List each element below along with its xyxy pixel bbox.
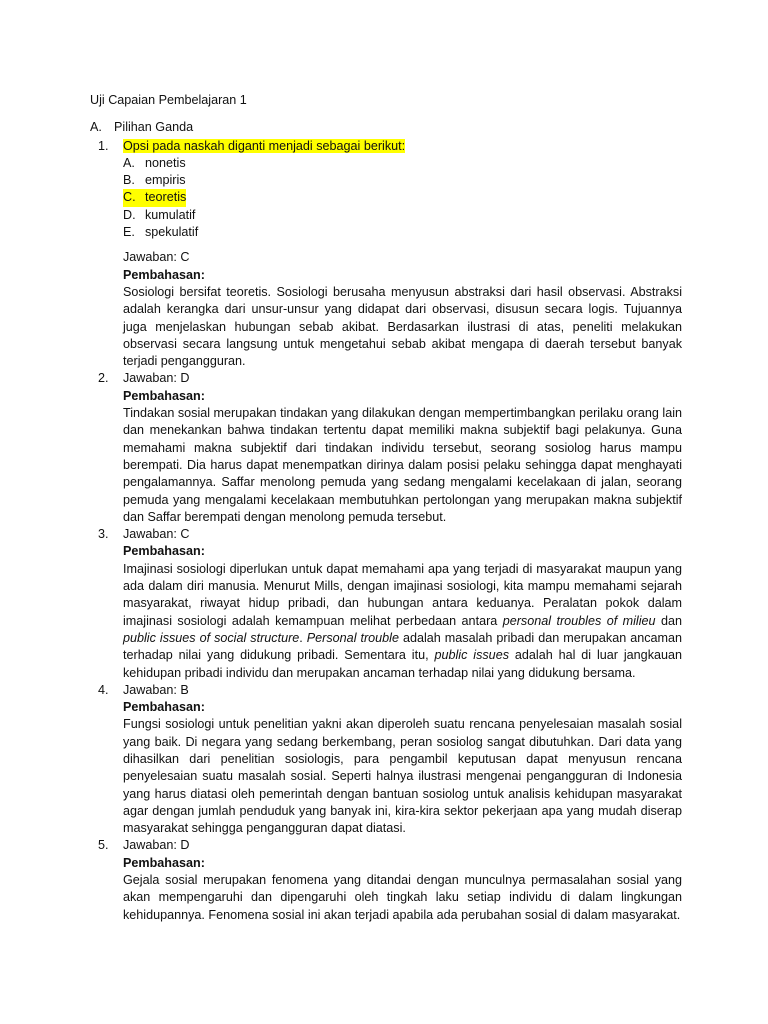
question-number: 2.	[98, 371, 109, 386]
answer: Jawaban: D	[123, 838, 190, 853]
question-number: 4.	[98, 682, 109, 697]
explanation: Sosiologi bersifat teoretis. Sosiologi berusaha menyusun abstraksi dari hasil observasi. Abstraksi adalah kerangka dari unsur-unsur yang didapat dari observasi, disusun secara logis. Tujuannya juga menjelaskan hubungan sebab akibat. Berdasarkan ilustrasi di atas, peneliti melakukan observasi secara langsung untuk mengetahui sebab akibat mengapa di daerah tersebut banyak terjadi pengangguran.	[123, 284, 682, 369]
answer: Jawaban: D	[123, 371, 190, 386]
question-2	[90, 370, 682, 526]
page-title: Uji Capaian Pembelajaran 1	[90, 93, 247, 107]
question-3	[90, 526, 682, 682]
pembahasan-label: Pembahasan:	[123, 267, 205, 282]
option-c: C. teoretis	[123, 189, 682, 206]
section-heading	[90, 119, 682, 136]
answer: Jawaban: C	[123, 527, 190, 542]
answer: Jawaban: C	[123, 250, 190, 265]
option-e: E. spekulatif	[123, 225, 199, 240]
explanation: Fungsi sosiologi untuk penelitian yakni akan diperoleh suatu rencana penyelesaian masalah sosial yang baik. Di negara yang sedang berkembang, peran sosiolog sangat dibutuhkan. Dari data yang dihasilkan dari penelitian sosiologis, para pengambil keputusan dapat menyusun rencana penyelesaian suatu masalah sosial. Seperti halnya ilustrasi mengenai pengangguran di Indonesia yang harus diatasi oleh pemerintah dengan bantuan sosiolog untuk analisis kehidupan masyarakat agar dengan jumlah penduduk yang banyak ini, kira-kira sektor pekerjaan apa yang mudah diserap masyarakat sehingga pengangguran dapat diatasi.	[123, 717, 682, 836]
option-b: B. empiris	[123, 173, 186, 188]
section-name: Pilihan Ganda	[114, 120, 194, 135]
question-number: 3.	[98, 527, 109, 542]
question-number: 1.	[98, 138, 109, 153]
question-5	[90, 837, 682, 923]
explanation: Tindakan sosial merupakan tindakan yang dilakukan dengan mempertimbangkan perilaku orang lain dan menekankan bahwa tindakan tertentu dapat memiliki makna subjektif bagi pelakunya. Guna memahami makna subjektif dari tindakan individu tersebut, seorang sosiolog harus mampu berempati. Dia harus dapat menempatkan dirinya dalam posisi pelaku sehingga dapat menghayati pengalamannya. Saffar menolong pemuda yang sedang mengalami kecelakaan di jalan, seorang pemuda yang mengalami kecelakaan membutuhkan pertolongan yang merupakan makna subjektif dan Saffar berempati dengan menolong pemuda tersebut.	[123, 406, 682, 524]
pembahasan-label: Pembahasan:	[123, 855, 205, 870]
section-letter: A.	[90, 120, 102, 135]
pembahasan-label: Pembahasan:	[123, 700, 205, 715]
option-list	[123, 155, 682, 241]
question-1	[90, 138, 682, 371]
option-d: D. kumulatif	[123, 207, 196, 222]
question-4	[90, 682, 682, 838]
answer: Jawaban: B	[123, 682, 189, 697]
explanation: Gejala sosial merupakan fenomena yang ditandai dengan munculnya permasalahan sosial yang akan mempengaruhi dan dipengaruhi oleh tingkah laku setiap individu di dalam lingkungan kehidupannya. Fenomena sosial ini akan terjadi apabila ada perubahan sosial di dalam masyarakat.	[123, 873, 682, 922]
explanation: Imajinasi sosiologi diperlukan untuk dapat memahami apa yang terjadi di masyarakat maupun yang ada dalam diri manusia. Menurut Mills, dengan imajinasi sosiologi, kita mampu memahami sejarah masyarakat, riwayat hidup pribadi, dan hubungan antara keduanya. Peralatan pokok dalam imajinasi sosiologi adalah kemampuan melihat perbedaan antara personal troubles of milieu dan public issues of social structure. Personal trouble adalah masalah pribadi dan merupakan ancaman terhadap nilai yang didukung pribadi. Sementara itu, public issues adalah hal di luar jangkauan kehidupan pribadi individu dan merupakan ancaman terhadap nilai yang didukung bersama.	[123, 561, 683, 680]
question-prompt: Opsi pada naskah diganti menjadi sebagai berikut:	[123, 138, 406, 153]
pembahasan-label: Pembahasan:	[123, 388, 205, 403]
question-number: 5.	[98, 838, 109, 853]
pembahasan-label: Pembahasan:	[123, 544, 205, 559]
option-a: A. nonetis	[123, 155, 186, 170]
